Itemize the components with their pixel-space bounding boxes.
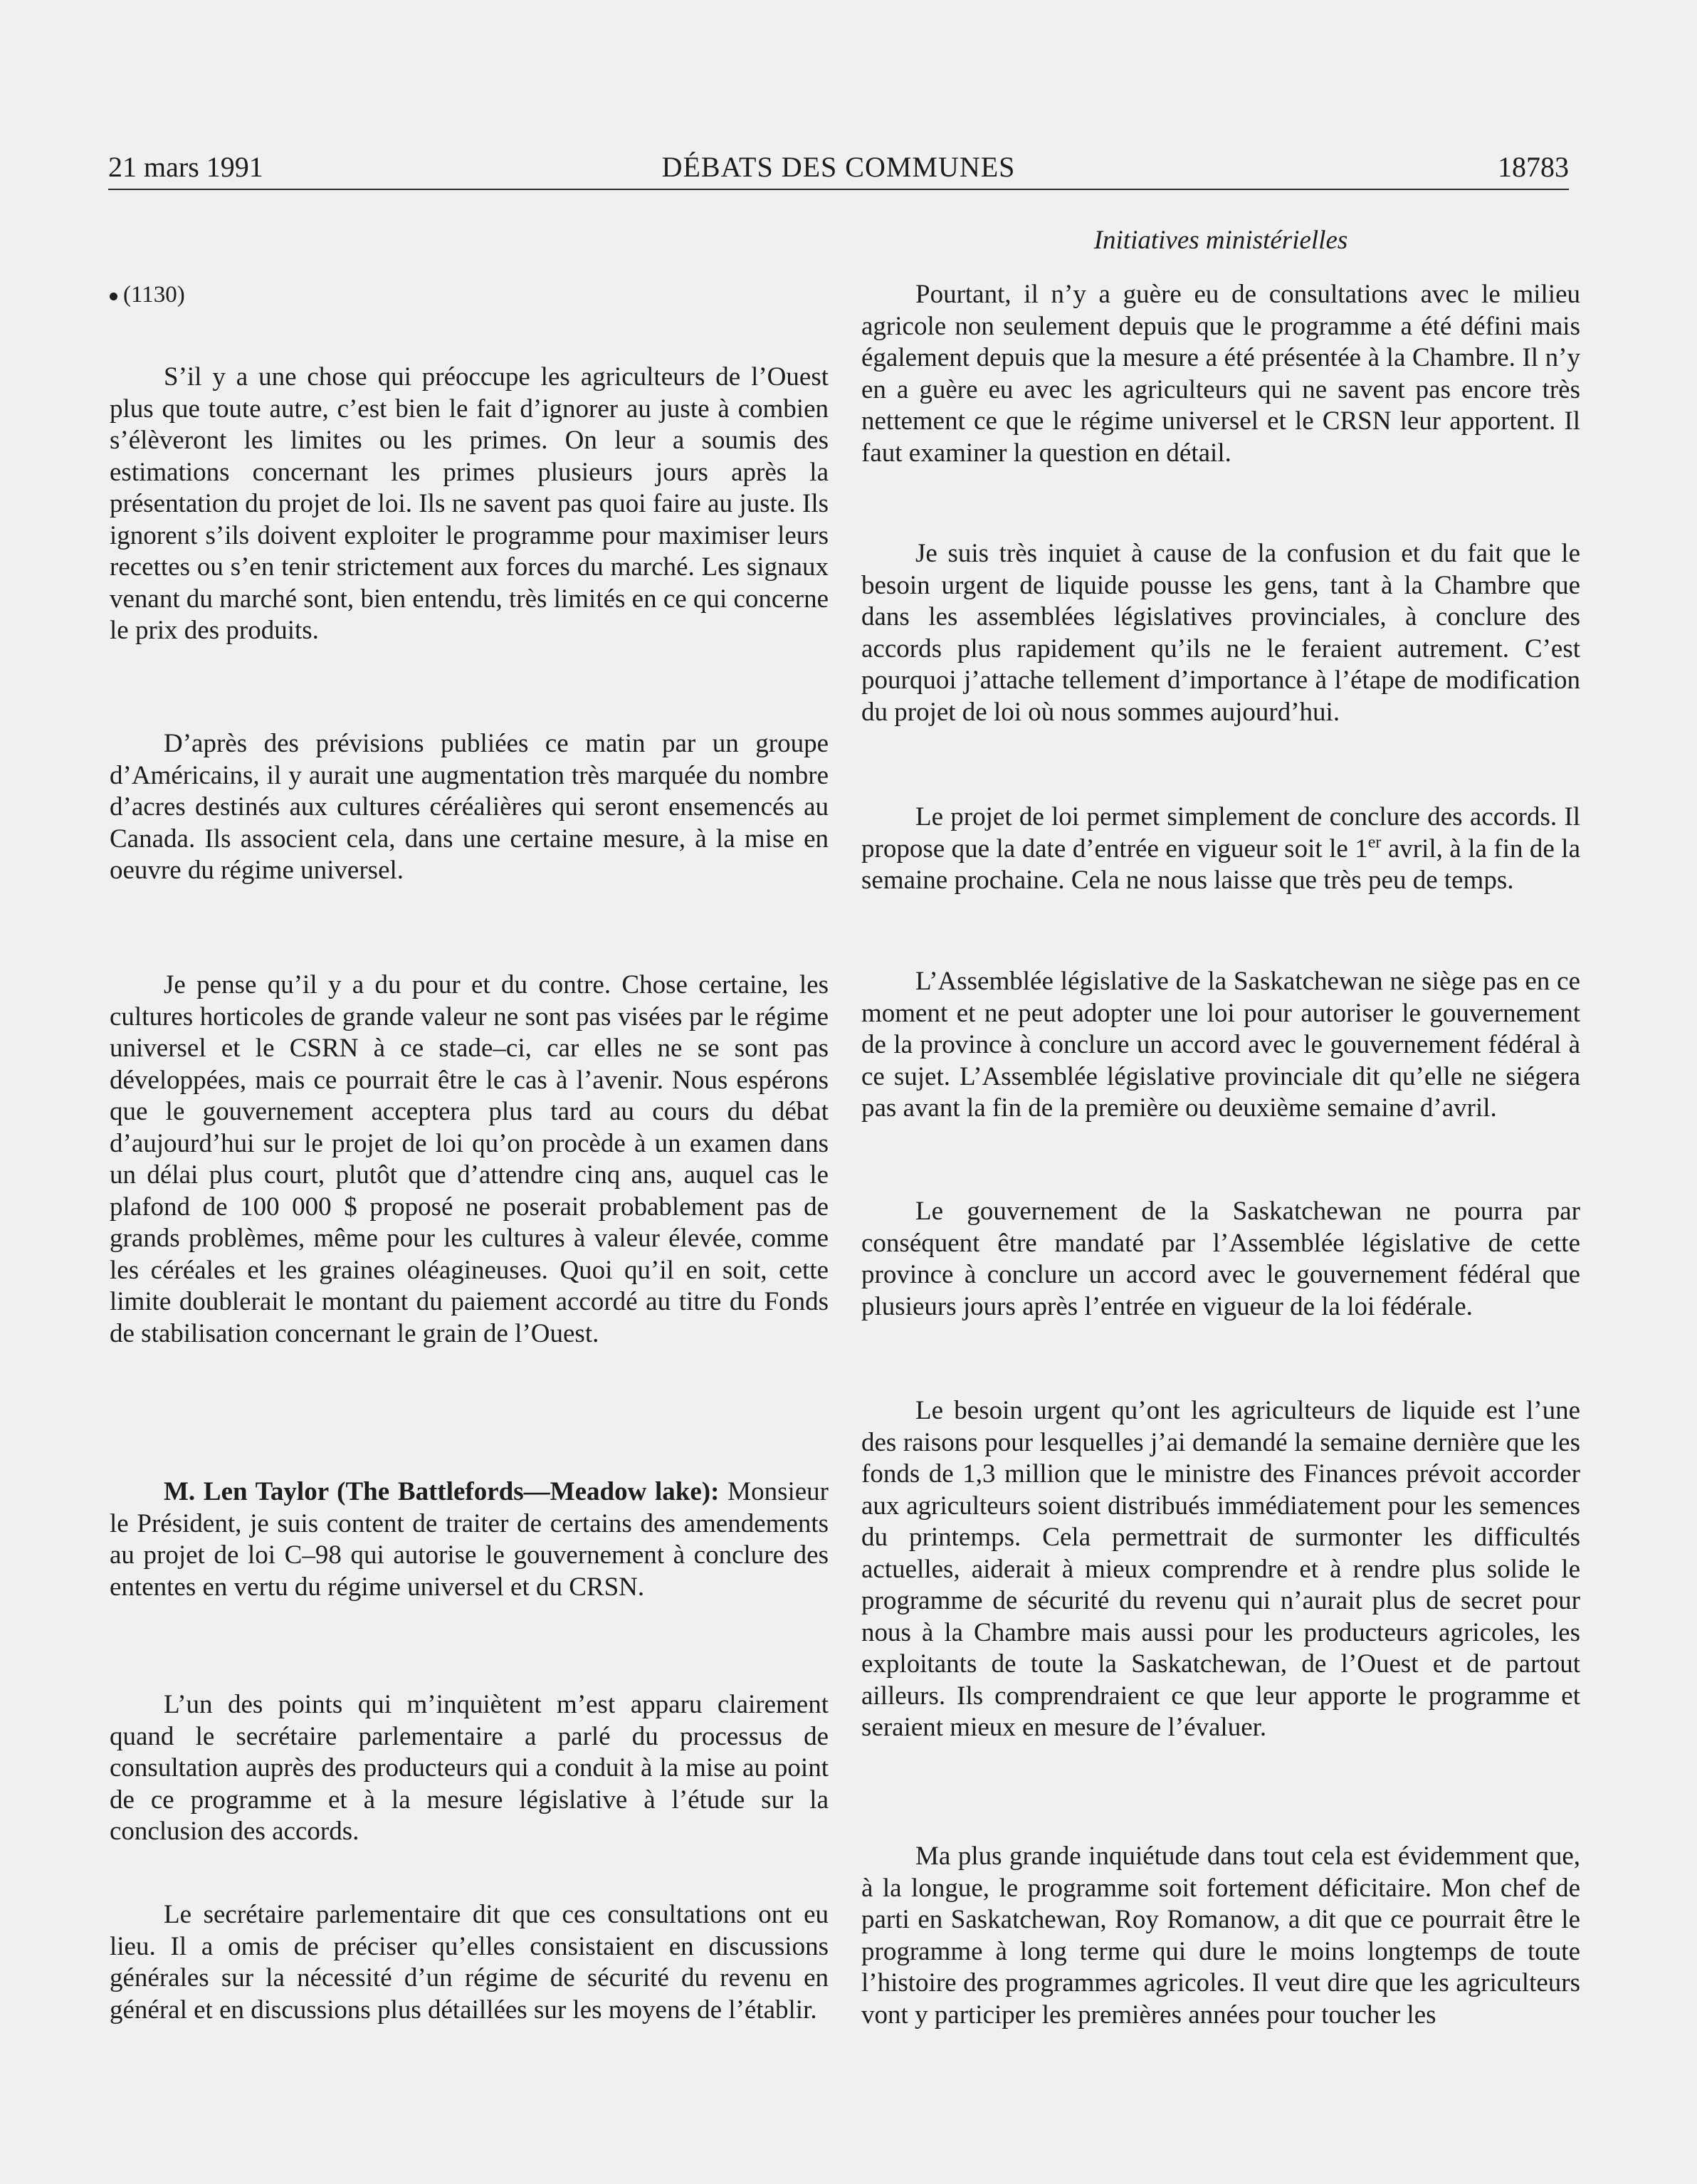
speaker-name: M. Len Taylor (The Battlefords—Meadow lake):: [164, 1477, 720, 1506]
paragraph: Ma plus grande inquiétude dans tout cela est évidemment que, à la longue, le programme soit fortement déficitaire. Mon chef de parti en Saskatchewan, Roy Romanow, a dit que ce pourrait être le programme à long terme qui dure le moins longtemps de toute l’histoire des programmes agricoles. Il veut dire que les agriculteurs vont y participer les premières années pour toucher les: [861, 1842, 1580, 2030]
paragraph: Le gouvernement de la Saskatchewan ne pourra par conséquent être mandaté par l’Assemblée législative de cette province à conclure un accord avec le gouvernement fédéral que plusieurs jours après l’entrée en vigueur de la loi fédérale.: [861, 1197, 1580, 1321]
paragraph: S’il y a une chose qui préoccupe les agriculteurs de l’Ouest plus que toute autre, c’est bien le fait d’ignorer au juste à combien s’élèveront les limites ou les primes. On leur a soumis des estimations concernant les primes plusieurs jours après la présentation du projet de loi. Ils ne savent pas quoi faire au juste. Ils ignorent s’ils doivent exploiter le programme pour maximiser leurs recettes ou s’en tenir strictement aux forces du marché. Les signaux venant du marché sont, bien entendu, très limités en ce qui concerne le prix des produits.: [110, 362, 829, 645]
time-marker-text: (1130): [123, 282, 185, 308]
page-header: [108, 146, 1569, 190]
paragraph: Le besoin urgent qu’ont les agriculteurs de liquide est l’une des raisons pour lesquelles j’ai demandé la semaine dernière que les fonds de 1,3 million que le ministre des Finances prévoit accorder aux agriculteurs soient distribués immédiatement pour les semences du printemps. Cela permettrait de surmonter les difficultés actuelles, aiderait à mieux comprendre et à rendre plus solide le programme de sécurité du revenu qui n’aurait plus de secret pour nous à la Chambre mais aussi pour les producteurs agricoles, les exploitants de toute la Saskatchewan, de l’Ouest et de partout ailleurs. Ils comprendraient ce que leur apporte le programme et seraient mieux en mesure de l’évaluer.: [861, 1396, 1580, 1742]
paragraph-text: avril, à la fin de la semaine prochaine. Cela ne nous laisse que très peu de temps.: [861, 834, 1581, 895]
paragraph: L’un des points qui m’inquiètent m’est apparu clairement quand le secrétaire parlementaire a parlé du processus de consultation auprès des producteurs qui a conduit à la mise au point de ce programme et à la mesure législative à l’étude sur la conclusion des accords.: [110, 1690, 829, 1846]
header-page-number: 18783: [1498, 151, 1569, 183]
paragraph: L’Assemblée législative de la Saskatchewan ne siège pas en ce moment et ne peut adopter une loi pour autoriser le gouvernement de la province à conclure un accord avec le gouvernement fédéral à ce sujet. L’Assemblée législative provinciale dit qu’elle ne siégera pas avant la fin de la première ou deuxième semaine d’avril.: [861, 967, 1580, 1123]
paragraph: Le secrétaire parlementaire dit que ces consultations ont eu lieu. Il a omis de préciser qu’elles consistaient en discussions générales sur la nécessité d’un régime de sécurité du revenu en général et en discussions plus détaillées sur les moyens de l’établir.: [110, 1900, 829, 2025]
paragraph: Je suis très inquiet à cause de la confusion et du fait que le besoin urgent de liquide pousse les gens, tant à la Chambre que dans les assemblées législatives provinciales, à conclure des accords plus rapidement qu’ils ne le feraient autrement. C’est pourquoi j’attache tellement d’importance à l’étape de modification du projet de loi où nous sommes aujourd’hui.: [861, 539, 1580, 727]
paragraph: [861, 802, 1580, 897]
speaker-text: Monsieur le Président, je suis content de traiter de certains des amendements au projet de loi C–98 qui autorise le gouvernement à conclure des ententes en vertu du régime universel et du CRSN.: [110, 1477, 829, 1602]
superscript: er: [1367, 833, 1382, 852]
header-date: 21 mars 1991: [108, 151, 263, 183]
bullet-icon: [110, 293, 117, 300]
paragraph: Je pense qu’il y a du pour et du contre. Chose certaine, les cultures horticoles de grande valeur ne sont pas visées par le régime universel et le CSRN à ce stade–ci, car elles ne se sont pas développées, mais ce pourrait être le cas à l’avenir. Nous espérons que le gouvernement acceptera plus tard au cours du débat d’aujourd’hui sur le projet de loi qu’on procède à un examen dans un délai plus court, plutôt que d’attendre cinq ans, auquel cas le plafond de 100 000 $ proposé ne poserait probablement pas de grands problèmes, même pour les cultures à valeur élevée, comme les céréales et les graines oléagineuses. Quoi qu’il en soit, cette limite doublerait le montant du paiement accordé au titre du Fonds de stabilisation concernant le grain de l’Ouest.: [110, 970, 829, 1348]
paragraph-text: Le projet de loi permet simplement de conclure des accords. Il propose que la date d’entrée en vigueur soit le 1: [861, 802, 1580, 863]
time-marker: [110, 279, 185, 310]
paragraph: D’après des prévisions publiées ce matin par un groupe d’Américains, il y aurait une augmentation très marquée du nombre d’acres destinés aux cultures céréalières qui seront ensemencés au Canada. Ils associent cela, dans une certaine mesure, à la mise en oeuvre du régime universel.: [110, 729, 829, 885]
header-title: DÉBATS DES COMMUNES: [661, 151, 1016, 183]
speaker-paragraph: [110, 1476, 829, 1603]
paragraph: Pourtant, il n’y a guère eu de consultations avec le milieu agricole non seulement depuis que le programme a été défini mais également depuis que la mesure a été présentée à la Chambre. Il n’y en a guère eu avec les agriculteurs qui ne savent pas encore très nettement ce que le régime universel et le CRSN leur apportent. Il faut examiner la question en détail.: [861, 280, 1580, 468]
running-head: Initiatives ministérielles: [1093, 226, 1348, 255]
